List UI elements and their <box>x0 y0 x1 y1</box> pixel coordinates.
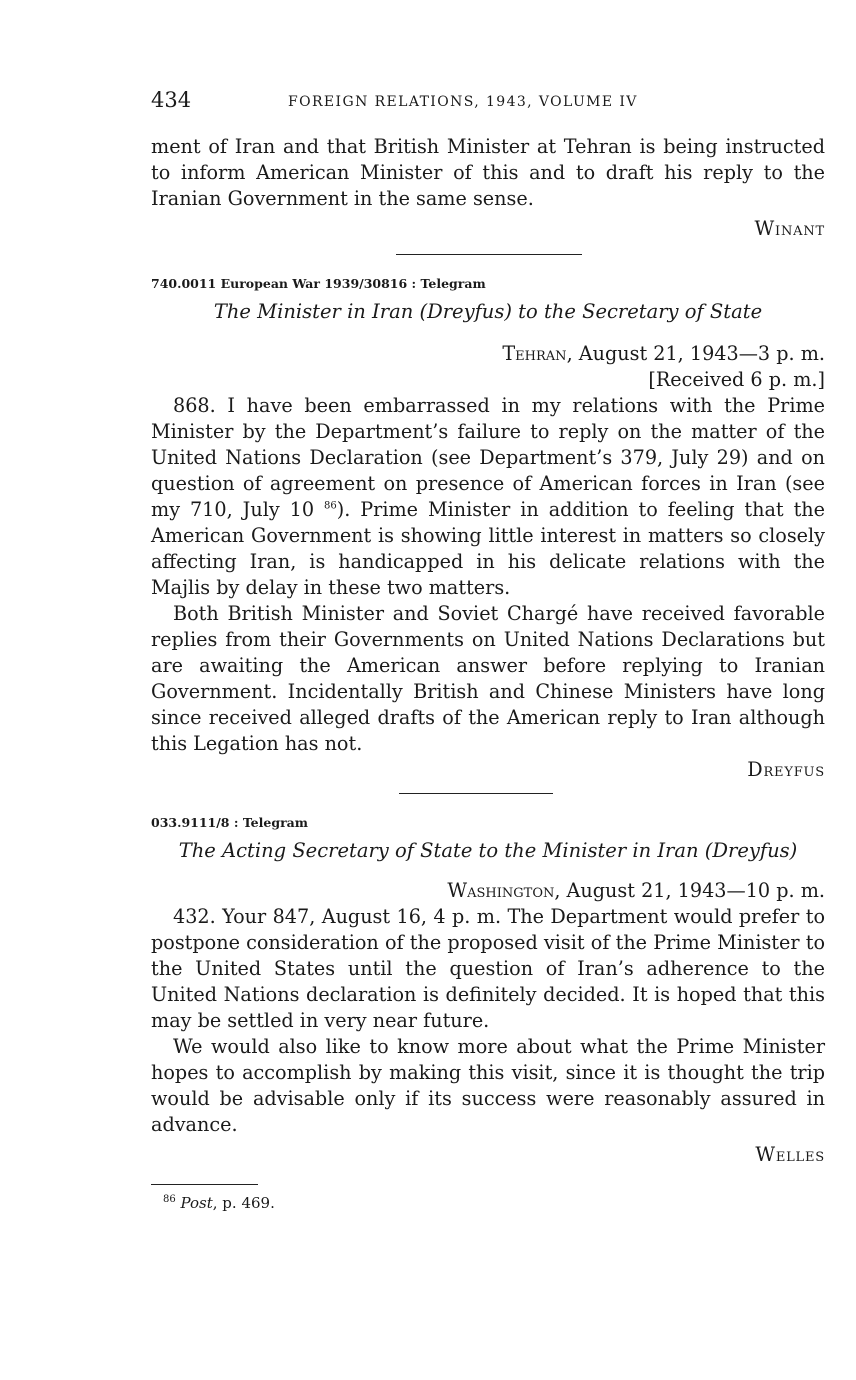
file-reference: 033.9111/8 : Telegram <box>151 815 308 830</box>
signature-winant: Winant <box>754 217 825 240</box>
document-title: The Acting Secretary of State to the Minister in Iran (Dreyfus) <box>178 839 798 862</box>
telegram-paragraph: We would also like to know more about what the Prime Minister hopes to accomplish by making this visit, since it is thought the trip would be advisable only if its success were reasonably assured in advance. <box>151 1035 825 1136</box>
telegram-paragraph: Both British Minister and Soviet Chargé have received favorable replies from their Governments on United Nations Declarations but are awaiting the American answer before replying to Iranian Government. Incidentally British and Chinese Ministers have long since received alleged drafts of the American reply to Iran although this Legation has not. <box>151 602 825 755</box>
dateline-date: , August 21, 1943—3 p. m. <box>566 342 825 365</box>
paragraph-text: ). Prime Minister in addition to feeling that the American Government is showing little interest in matters so closely affecting Iran, is handicapped in his delicate relations with the Majlis by delay in these two matters. <box>151 498 825 599</box>
footnote-number: 86 <box>163 1194 176 1205</box>
footnote-text: , p. 469. <box>212 1194 275 1212</box>
received-line: [Received 6 p. m.] <box>648 368 825 391</box>
footnote-ref: Post <box>180 1194 213 1212</box>
file-reference: 740.0011 European War 1939/30816 : Telegram <box>151 276 486 291</box>
dateline <box>151 341 825 367</box>
footnote-marker: 86 <box>323 500 337 512</box>
signature-welles: Welles <box>755 1143 825 1166</box>
running-title: FOREIGN RELATIONS, 1943, VOLUME IV <box>288 94 638 110</box>
signature-dreyfus: Dreyfus <box>747 758 825 781</box>
dateline-place: Tehran <box>502 342 567 365</box>
telegram-paragraph: 432. Your 847, August 16, 4 p. m. The Department would prefer to postpone consideration of the proposed visit of the Prime Minister to the United States until the question of Iran’s adherence to the United Nations declaration is definitely decided. It is hoped that this may be settled in very near future. <box>151 905 825 1032</box>
telegram-paragraph <box>151 393 825 601</box>
dateline <box>151 878 825 904</box>
page-header <box>151 88 825 118</box>
section-divider <box>396 254 582 255</box>
section-divider <box>399 793 553 794</box>
page-number: 434 <box>151 88 192 112</box>
footnote <box>163 1193 825 1213</box>
footnote-rule <box>151 1184 258 1185</box>
dateline-place: Washington <box>447 879 555 902</box>
continuation-paragraph: ment of Iran and that British Minister at Tehran is being instructed to inform American Minister of this and to draft his reply to the Iranian Government in the same sense. <box>151 135 825 210</box>
document-page <box>151 88 825 1213</box>
paragraph-text: 868. I have been embarrassed in my relations with the Prime Minister by the Department’s failure to reply on the matter of the United Nations Declaration (see Department’s 379, July 29) and on question of agreement on presence of American forces in Iran (see my 710, July 10 <box>151 394 825 521</box>
dateline-date: , August 21, 1943—10 p. m. <box>554 879 825 902</box>
document-title: The Minister in Iran (Dreyfus) to the Secretary of State <box>213 300 763 323</box>
